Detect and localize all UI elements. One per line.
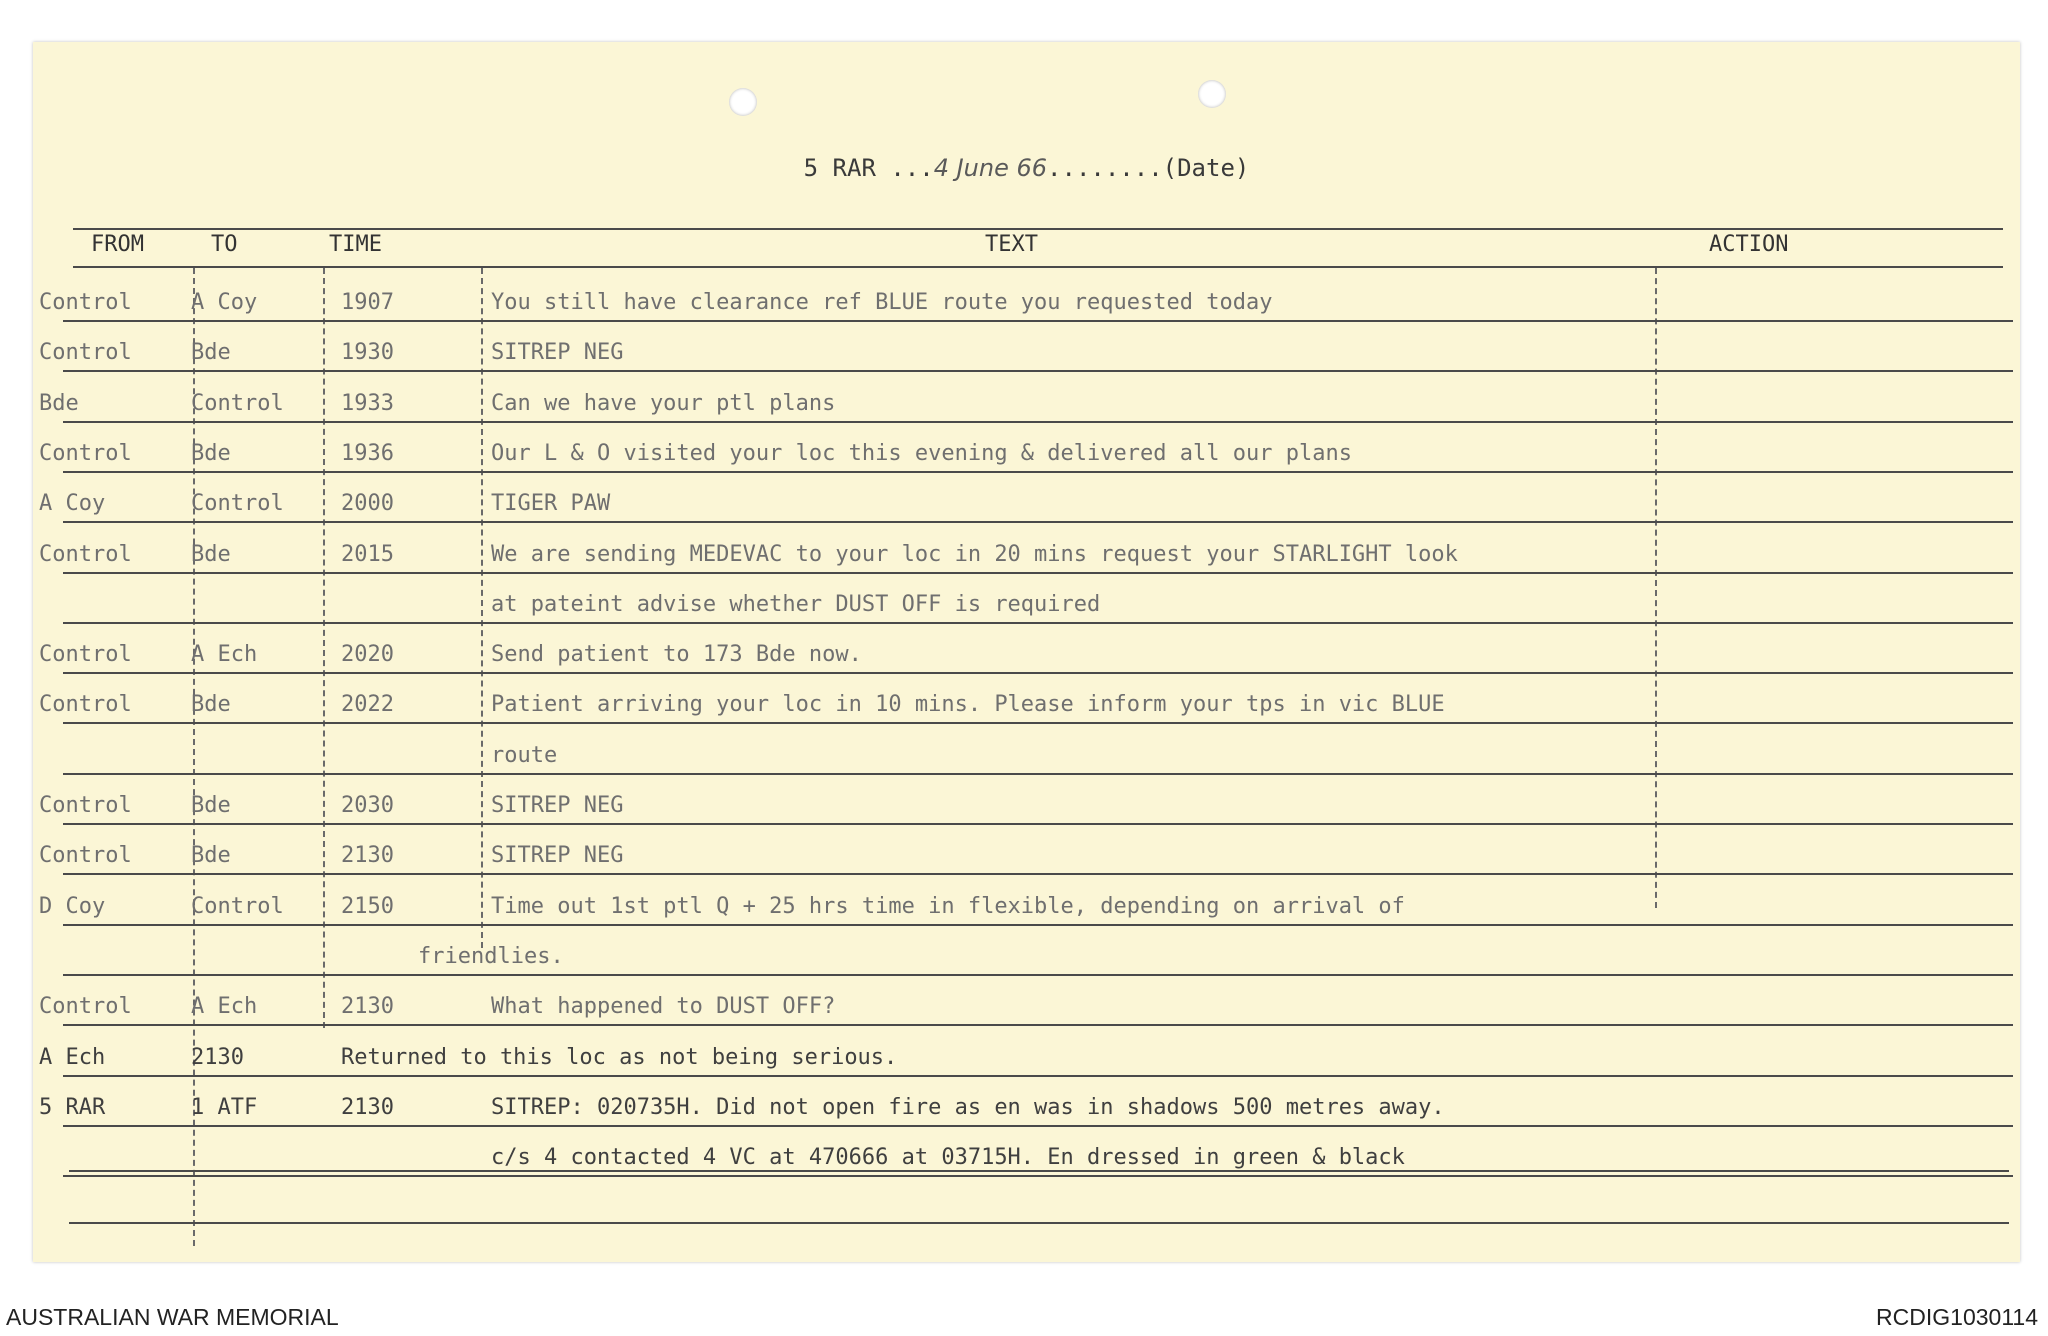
entry-to: A Coy xyxy=(191,290,258,315)
entry-text: Patient arriving your loc in 10 mins. Please inform your tps in vic BLUE xyxy=(491,692,1445,718)
column-header-to: TO xyxy=(211,232,238,257)
entry-time: 1930 xyxy=(341,340,394,366)
row-rule xyxy=(63,622,2013,624)
entry-text: SITREP NEG xyxy=(491,793,624,818)
row-rule xyxy=(63,471,2013,473)
date-value: 4 June 66 xyxy=(933,154,1048,182)
entry-time: 1936 xyxy=(341,440,394,466)
row-rule xyxy=(63,1075,2013,1077)
entry-time: 2130 xyxy=(341,1094,394,1120)
column-header-time: TIME xyxy=(329,232,382,257)
entry-from: Bde xyxy=(39,390,79,416)
entry-text: Time out 1st ptl Q + 25 hrs time in flexible, depending on arrival of xyxy=(491,893,1405,919)
entry-to: Bde xyxy=(191,440,231,466)
entry-to: Bde xyxy=(191,692,231,718)
punch-hole-left xyxy=(729,88,757,116)
blank-rule xyxy=(69,1170,2009,1172)
row-rule xyxy=(63,521,2013,523)
entry-text: Our L & O visited your loc this evening & delivered all our plans xyxy=(491,440,1352,466)
entry-from: Control xyxy=(39,793,132,818)
row-rule xyxy=(63,421,2013,423)
footer-institution: AUSTRALIAN WAR MEMORIAL xyxy=(6,1304,339,1330)
column-header-from: FROM xyxy=(91,232,144,257)
entry-time: 2130 xyxy=(341,843,394,869)
entry-to: A Ech xyxy=(191,994,258,1020)
entry-time: 2000 xyxy=(341,491,394,517)
entry-time: 1933 xyxy=(341,390,394,416)
row-rule xyxy=(63,924,2013,926)
entry-text: Send patient to 173 Bde now. xyxy=(491,642,862,668)
entry-from: Control xyxy=(39,642,132,668)
entry-time: 2022 xyxy=(341,692,394,718)
header-rule-bottom xyxy=(73,266,2003,268)
entry-to: 1 ATF xyxy=(191,1094,258,1120)
entry-from: Control xyxy=(39,541,132,567)
sheet-header xyxy=(33,154,2020,182)
entry-from: A Coy xyxy=(39,491,106,517)
punch-hole-right xyxy=(1198,80,1226,108)
entry-time: 2150 xyxy=(341,893,394,919)
entry-from: Control xyxy=(39,843,132,869)
entry-text: We are sending MEDEVAC to your loc in 20 mins request your STARLIGHT look xyxy=(491,541,1458,567)
entry-to: Control xyxy=(191,390,284,416)
entry-text: Can we have your ptl plans xyxy=(491,390,836,416)
date-suffix: ........(Date) xyxy=(1047,154,1250,182)
entry-from: Control xyxy=(39,994,132,1020)
entry-from: 5 RAR xyxy=(39,1094,106,1120)
entry-from: Control xyxy=(39,340,132,366)
entry-time: 2130 xyxy=(341,994,394,1020)
entry-from: Control xyxy=(39,440,132,466)
entry-text: SITREP: 020735H. Did not open fire as en was in shadows 500 metres away. xyxy=(491,1094,1445,1120)
row-rule xyxy=(63,823,2013,825)
entry-to: Control xyxy=(191,491,284,517)
entry-text: SITREP NEG xyxy=(491,340,624,366)
row-rule xyxy=(63,672,2013,674)
row-rule xyxy=(63,974,2013,976)
entry-text: at pateint advise whether DUST OFF is required xyxy=(491,591,1101,617)
entry-to: Bde xyxy=(191,541,231,567)
entry-text: SITREP NEG xyxy=(491,843,624,869)
divider-to-time xyxy=(323,268,325,1028)
row-rule xyxy=(63,873,2013,875)
entry-to: Bde xyxy=(191,793,231,818)
row-rule xyxy=(63,773,2013,775)
entry-to: Bde xyxy=(191,843,231,869)
footer-reference: RCDIG1030114 xyxy=(1876,1304,2038,1330)
unit-label: 5 RAR xyxy=(803,154,876,182)
row-rule xyxy=(63,572,2013,574)
entry-time: 2015 xyxy=(341,541,394,567)
entry-from: Control xyxy=(39,290,132,315)
entry-to: Control xyxy=(191,893,284,919)
entry-text: c/s 4 contacted 4 VC at 470666 at 03715H. En dressed in green & black xyxy=(491,1145,1405,1171)
entry-text: route xyxy=(491,742,558,768)
row-rule xyxy=(63,370,2013,372)
divider-text-action xyxy=(1655,268,1657,908)
entry-time: 2030 xyxy=(341,793,394,818)
row-rule xyxy=(63,320,2013,322)
entry-text: What happened to DUST OFF? xyxy=(491,994,836,1020)
date-prefix: ... xyxy=(890,154,934,182)
entry-time: 1907 xyxy=(341,290,394,315)
entry-from: A Ech xyxy=(39,1044,106,1070)
entry-to: 2130 xyxy=(191,1044,244,1070)
entry-text: friendlies. xyxy=(418,943,564,969)
row-rule xyxy=(63,1024,2013,1026)
row-rule xyxy=(63,1125,2013,1127)
entry-from: D Coy xyxy=(39,893,106,919)
column-header-text: TEXT xyxy=(985,232,1038,257)
row-rule xyxy=(63,1175,2013,1177)
header-rule xyxy=(73,228,2003,230)
blank-rule xyxy=(69,1222,2009,1224)
entry-to: A Ech xyxy=(191,642,258,668)
row-rule xyxy=(63,722,2013,724)
entry-text: You still have clearance ref BLUE route you requested today xyxy=(491,290,1273,315)
entry-time: 2020 xyxy=(341,642,394,668)
entry-text: Returned to this loc as not being serious. xyxy=(341,1044,898,1070)
entry-text: TIGER PAW xyxy=(491,491,611,517)
entry-to: Bde xyxy=(191,340,231,366)
log-sheet xyxy=(33,42,2020,1262)
entry-from: Control xyxy=(39,692,132,718)
column-header-action: ACTION xyxy=(1709,232,1789,257)
